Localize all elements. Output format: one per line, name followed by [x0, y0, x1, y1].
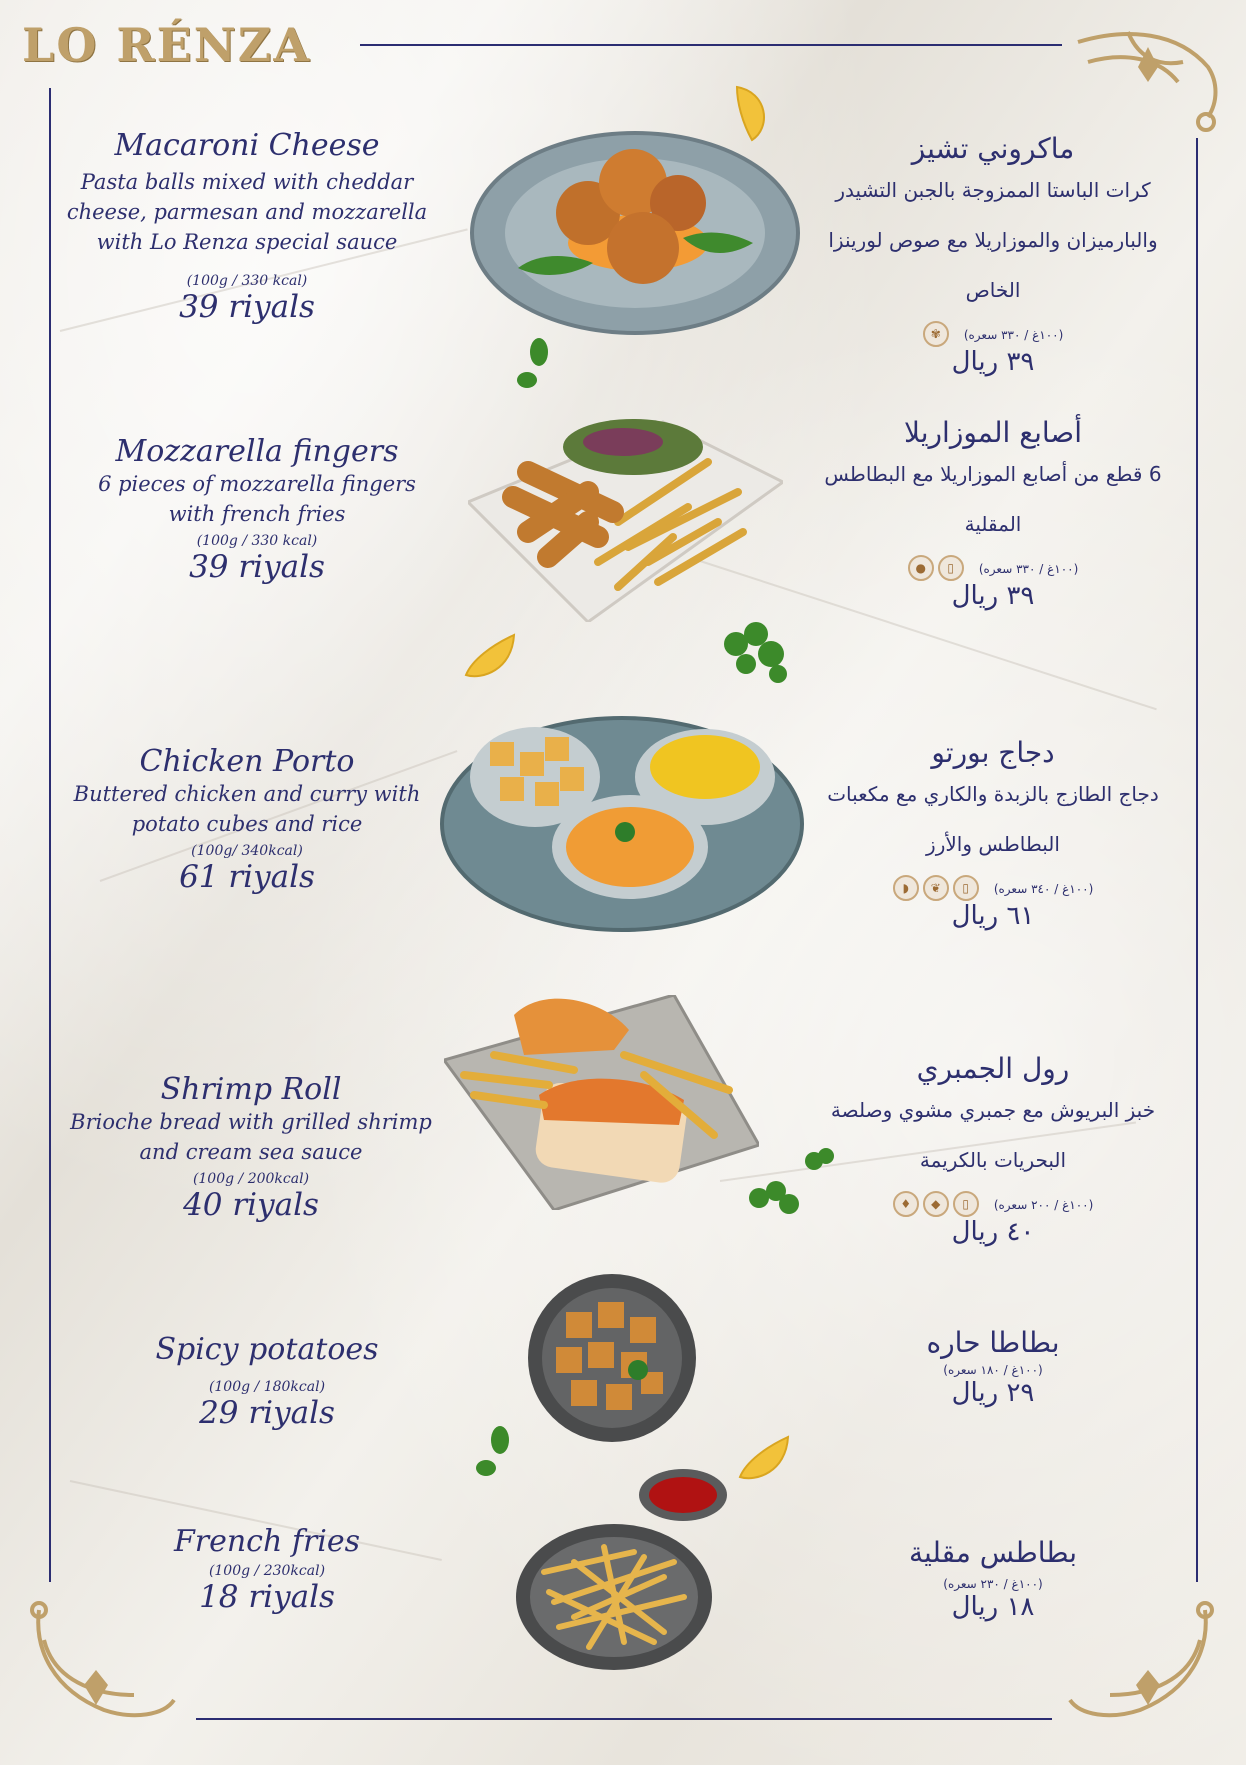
mozzarella-fingers-plate-image	[468, 412, 783, 622]
item-calories: (100g/ 340kcal)	[191, 843, 303, 859]
item-description-ar: 6 قطع من أصابع الموزاريلا مع البطاطس المقلية	[824, 462, 1162, 536]
mustard-icon: ◗	[893, 875, 919, 901]
left-rule	[49, 88, 51, 1582]
menu-item-en	[62, 128, 432, 325]
item-calories-ar: (١٠٠غ / ١٨٠ سعره)	[943, 1363, 1043, 1377]
bottle-icon: ♦	[893, 1191, 919, 1217]
chicken-porto-plate-image	[440, 712, 805, 937]
item-description: 6 pieces of mozzarella fingers with french fries	[98, 472, 416, 526]
parsley-image	[716, 614, 796, 686]
ketchup-dip-image	[637, 1468, 729, 1523]
menu-item-ar	[800, 416, 1186, 611]
item-calories: (100g / 180kcal)	[208, 1379, 326, 1395]
menu-item-en	[72, 434, 442, 585]
calories-row	[800, 555, 1186, 581]
herb-leaf-image	[515, 336, 555, 394]
spicy-potatoes-bowl-image	[526, 1272, 698, 1444]
item-description-ar: دجاج الطازج بالزبدة والكاري مع مكعبات البطاطس والأرز	[827, 782, 1159, 856]
milk-icon: ▯	[938, 555, 964, 581]
item-title-ar: أصابع الموزاريلا	[904, 416, 1082, 449]
item-price: 61 riyals	[179, 859, 315, 895]
egg-icon: ●	[908, 555, 934, 581]
menu-item-en	[82, 1524, 452, 1615]
item-calories: (100g / 230kcal)	[208, 1563, 326, 1579]
item-title: Spicy potatoes	[155, 1332, 379, 1367]
allergen-icons	[893, 875, 979, 901]
calories-row	[800, 1191, 1186, 1217]
item-title: Mozzarella fingers	[115, 434, 399, 469]
herb-leaf-image	[474, 1424, 514, 1482]
item-calories-ar: (١٠٠غ / ٣٤٠ سعره)	[993, 881, 1094, 896]
lemon-wedge-image	[462, 630, 518, 682]
item-price-ar: ١٨ ريال	[951, 1592, 1035, 1622]
item-calories: (100g / 330 kcal)	[186, 273, 308, 289]
item-price: 39 riyals	[179, 289, 315, 325]
milk-icon: ▯	[953, 1191, 979, 1217]
bottom-rule	[196, 1718, 1052, 1720]
menu-item-ar	[800, 736, 1186, 931]
item-description-ar: كرات الباستا الممزوجة بالجبن التشيدر والبارميزان والموزاريلا مع صوص لورينزا الخاص	[828, 178, 1158, 302]
item-price: 40 riyals	[183, 1187, 319, 1223]
item-description: Pasta balls mixed with cheddar cheese, parmesan and mozzarella with Lo Renza special sauce	[66, 170, 428, 254]
celery-icon: ❦	[923, 875, 949, 901]
item-title-ar: دجاج بورتو	[931, 736, 1055, 769]
item-title: Macaroni Cheese	[114, 128, 380, 163]
menu-item-ar	[800, 132, 1186, 377]
allergen-icons	[923, 321, 949, 347]
lemon-wedge-image	[732, 82, 772, 144]
milk-icon: ▯	[953, 875, 979, 901]
allergen-icons	[908, 555, 964, 581]
item-price-ar: ٢٩ ريال	[951, 1378, 1035, 1408]
item-price-ar: ٤٠ ريال	[951, 1217, 1035, 1247]
item-title: Shrimp Roll	[160, 1072, 342, 1107]
item-title: French fries	[173, 1524, 361, 1559]
item-calories-ar: (١٠٠غ / ٣٣٠ سعره)	[978, 561, 1079, 576]
item-price-ar: ٣٩ ريال	[951, 581, 1035, 611]
allergen-icons	[893, 1191, 979, 1217]
item-price: 18 riyals	[199, 1579, 335, 1615]
corner-ornament-icon	[24, 1600, 184, 1740]
menu-item-en	[62, 744, 432, 895]
top-rule	[360, 44, 1062, 46]
corner-ornament-icon	[1068, 22, 1228, 137]
item-title-ar: رول الجمبري	[916, 1052, 1070, 1085]
menu-item-en	[66, 1072, 436, 1223]
item-price-ar: ٦١ ريال	[951, 901, 1035, 931]
shrimp-roll-plate-image	[444, 995, 759, 1210]
fish-icon: ◆	[923, 1191, 949, 1217]
right-rule	[1196, 138, 1198, 1582]
item-calories-ar: (١٠٠غ / ٢٣٠ سعره)	[943, 1577, 1043, 1591]
item-title: Chicken Porto	[139, 744, 355, 779]
item-description: Buttered chicken and curry with potato cubes and rice	[73, 782, 421, 836]
french-fries-bowl-image	[514, 1522, 714, 1672]
menu-item-ar	[800, 1536, 1186, 1622]
item-calories: (100g / 200kcal)	[192, 1171, 310, 1187]
parsley-image	[744, 1176, 804, 1218]
item-price: 39 riyals	[189, 549, 325, 585]
menu-item-en	[82, 1332, 452, 1431]
menu-item-ar	[800, 1052, 1186, 1247]
item-description: Brioche bread with grilled shrimp and cream sea sauce	[70, 1110, 432, 1164]
calories-row	[800, 875, 1186, 901]
item-title-ar: بطاطا حاره	[926, 1326, 1060, 1359]
item-price-ar: ٣٩ ريال	[951, 347, 1035, 377]
item-calories-ar: (١٠٠غ / ٣٣٠ سعره)	[963, 327, 1064, 342]
macaroni-cheese-plate-image	[468, 128, 803, 338]
item-calories: (100g / 330 kcal)	[196, 533, 318, 549]
brand-logo: LO RÉNZA	[22, 18, 312, 72]
lemon-wedge-image	[736, 1432, 792, 1484]
wheat-icon: ✾	[923, 321, 949, 347]
item-title-ar: بطاطس مقلية	[908, 1536, 1078, 1569]
item-calories-ar: (١٠٠غ / ٢٠٠ سعره)	[993, 1197, 1094, 1212]
item-title-ar: ماكروني تشيز	[911, 132, 1075, 165]
item-description-ar: خبز البريوش مع جمبري مشوي وصلصة البحريات بالكريمة	[830, 1098, 1156, 1172]
menu-item-ar	[800, 1326, 1186, 1408]
calories-row	[800, 321, 1186, 347]
item-price: 29 riyals	[199, 1395, 335, 1431]
